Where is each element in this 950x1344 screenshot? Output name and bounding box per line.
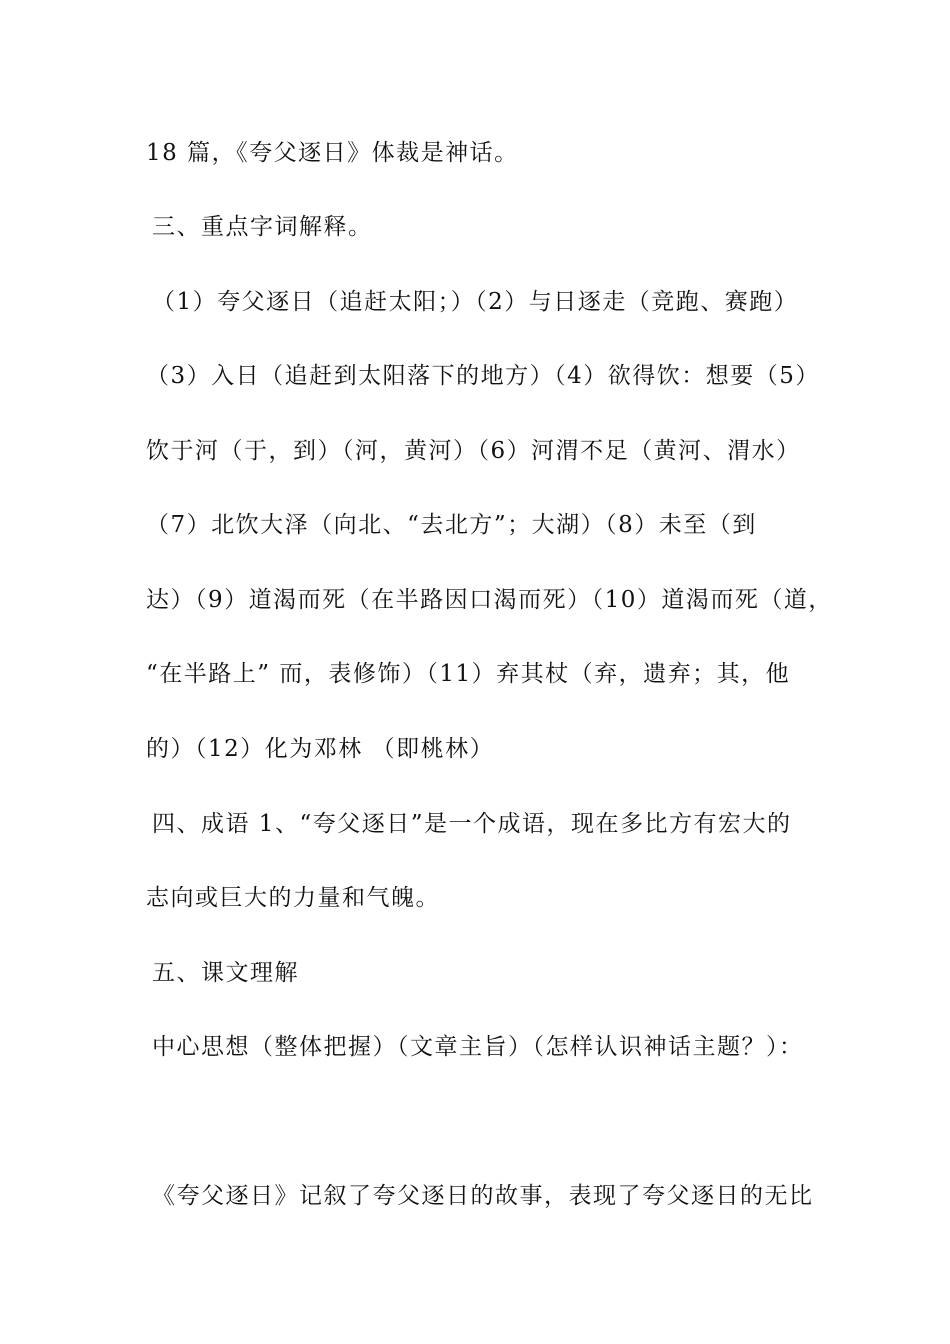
text-line-summary: 《夸父逐日》记叙了夸父逐日的故事，表现了夸父逐日的无比 — [152, 1183, 814, 1209]
text-line-definitions-2: （3）入日（追赶到太阳落下的地方）（4）欲得饮：想要（5） — [146, 363, 820, 389]
text-line-definitions-5: 达）（9）道渴而死（在半路因口渴而死）（10）道渴而死（道， — [146, 587, 833, 613]
text-line-definitions-1: （1）夸父逐日（追赶太阳；）（2）与日逐走（竞跑、赛跑） — [152, 289, 799, 315]
text-line-idiom-meaning: 志向或巨大的力量和气魄。 — [146, 885, 440, 911]
text-line-central-idea: 中心思想（整体把握）（文章主旨）（怎样认识神话主题？）： — [152, 1034, 804, 1060]
heading-text-understanding: 五、课文理解 — [152, 960, 299, 986]
text-line-genre: 18 篇，《夸父逐日》体裁是神话。 — [146, 140, 519, 166]
text-line-definitions-7: 的）（12）化为邓林 （即桃林） — [146, 736, 495, 762]
heading-key-words: 三、重点字词解释。 — [152, 214, 373, 240]
text-line-definitions-6: “在半路上” 而，表修饰）（11）弃其杖（弃，遗弃；其，他 — [146, 661, 791, 687]
text-line-definitions-4: （7）北饮大泽（向北、“去北方”；大湖）（8）未至（到 — [146, 512, 757, 538]
heading-idiom: 四、成语 1、“夸父逐日”是一个成语，现在多比方有宏大的 — [152, 811, 792, 837]
text-line-definitions-3: 饮于河（于，到）（河，黄河）（6）河渭不足（黄河、渭水） — [146, 438, 801, 464]
